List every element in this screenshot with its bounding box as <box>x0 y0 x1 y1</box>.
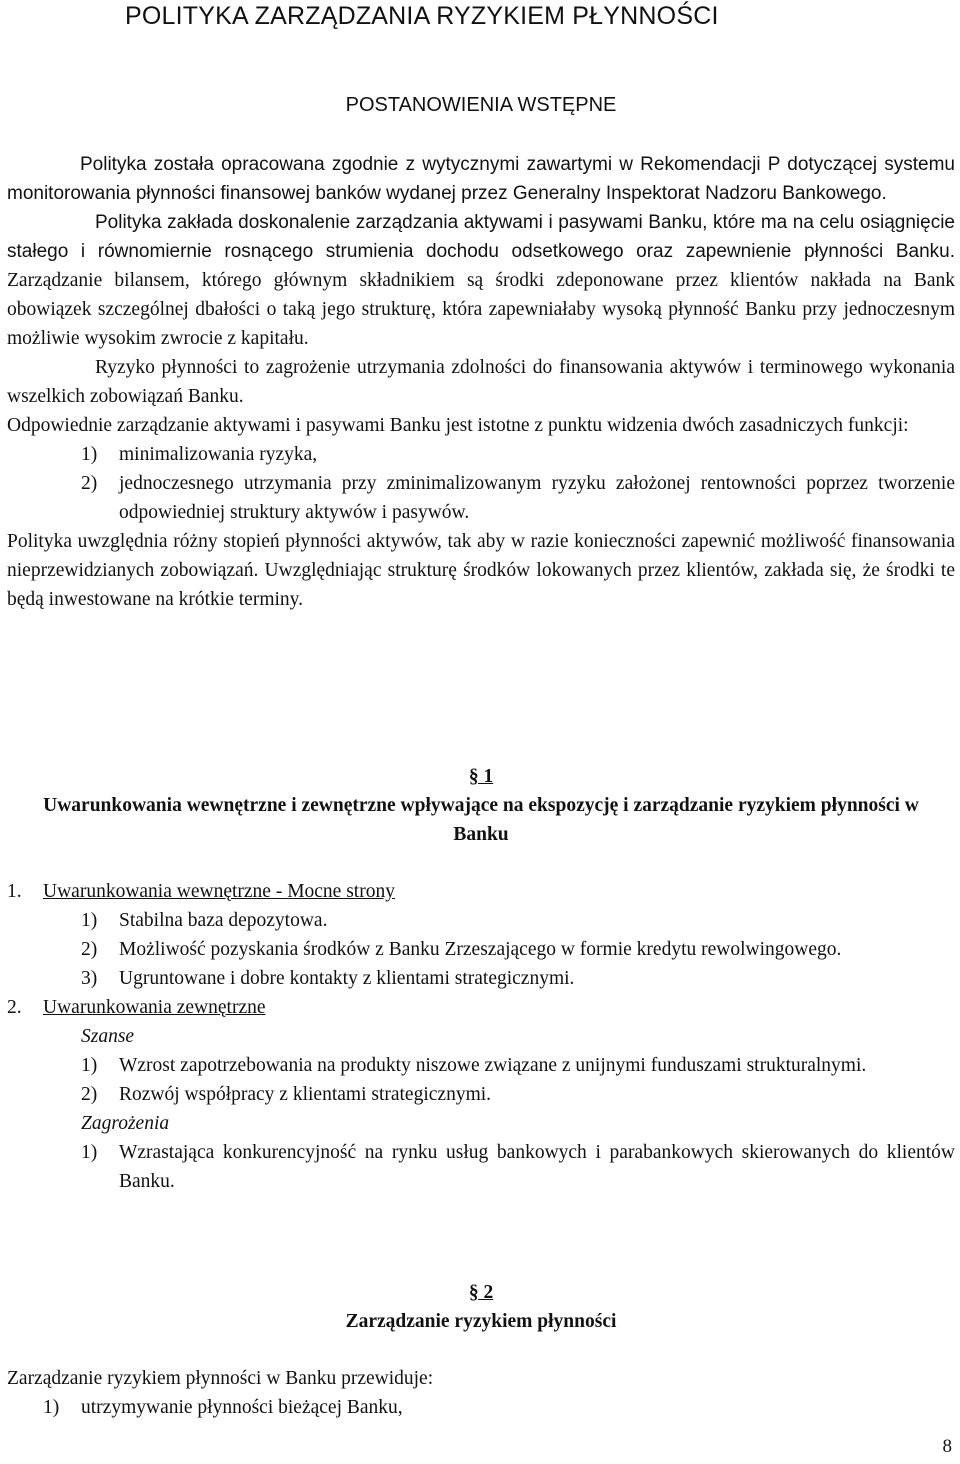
list-item-number: 1) <box>43 1397 60 1418</box>
list-item <box>81 935 955 964</box>
list-item-text: minimalizowania ryzyka, <box>119 444 318 465</box>
list-item-text: Ugruntowane i dobre kontakty z klientami strategicznymi. <box>119 968 575 989</box>
section-2-list <box>7 1393 955 1422</box>
strengths-list <box>7 906 955 993</box>
list-item-text: jednoczesnego utrzymania przy zminimalizowanym ryzyku założonej rentowności poprzez tworzenie odpowiedniej struktury aktywów i pasywów. <box>119 473 955 523</box>
intro-block <box>7 150 955 614</box>
functions-list <box>7 440 955 527</box>
list-item-number: 1) <box>81 444 98 465</box>
intro-paragraph-5: Polityka uwzględnia różny stopień płynności aktywów, tak aby w razie konieczności zapewnić możliwość finansowania nieprzewidzianych zobowiązań. Uwzględniając strukturę środków lokowanych przez klientów, zakłada się, że środki te będą inwestowane na krótkie terminy. <box>7 531 955 610</box>
intro-paragraph-2 <box>7 208 955 353</box>
section-2-heading: Zarządzanie ryzykiem płynności <box>345 1311 617 1332</box>
section-1-heading: Uwarunkowania wewnętrzne i zewnętrzne wpływające na ekspozycję i zarządzanie ryzykiem płynności w Banku <box>43 795 919 845</box>
list-item <box>7 993 955 1022</box>
list-item-text: Wzrastająca konkurencyjność na rynku usług bankowych i parabankowych skierowanych do klientów Banku. <box>119 1142 955 1192</box>
list-item <box>81 469 955 527</box>
list-item <box>81 906 955 935</box>
list-item-text: Możliwość pozyskania środków z Banku Zrzeszającego w formie kredytu rewolwingowego. <box>119 939 842 960</box>
intro-paragraph-2a: Polityka zakłada doskonalenie zarządzania aktywami i pasywami Banku, które ma na celu osiągnięcie stałego i równomiernie rosnącego strumienia dochodu odsetkowego oraz zapewnienie płynności Banku. <box>7 212 955 262</box>
list-item <box>81 440 955 469</box>
intro-paragraph-4: Odpowiednie zarządzanie aktywami i pasywami Banku jest istotne z punktu widzenia dwóch zasadniczych funkcji: <box>7 415 909 436</box>
list-item <box>81 1080 955 1109</box>
list-item <box>81 1051 955 1080</box>
document-title: POLITYKA ZARZĄDZANIA RYZYKIEM PŁYNNOŚCI <box>125 2 719 30</box>
section-2-number: § 2 <box>468 1282 494 1303</box>
list-item-number: 2. <box>7 997 22 1018</box>
list-item-text: Rozwój współpracy z klientami strategicznymi. <box>119 1084 492 1105</box>
section-2-lead: Zarządzanie ryzykiem płynności w Banku przewiduje: <box>7 1368 434 1389</box>
intro-paragraph-3: Ryzyko płynności to zagrożenie utrzymania zdolności do finansowania aktywów i terminowego wykonania wszelkich zobowiązań Banku. <box>7 357 955 407</box>
list-item-number: 1) <box>81 1055 98 1076</box>
section-1-list <box>7 877 955 906</box>
list-item-number: 2) <box>81 939 98 960</box>
list-item <box>81 964 955 993</box>
list-item-text: utrzymywanie płynności bieżącej Banku, <box>81 1397 403 1418</box>
list-item-number: 1) <box>81 1142 98 1163</box>
list-item-number: 2) <box>81 1084 98 1105</box>
list-item <box>43 1393 955 1422</box>
list-item <box>81 1138 955 1196</box>
list-item-number: 1) <box>81 910 98 931</box>
list-item <box>7 877 955 906</box>
opportunities-list <box>7 1051 955 1109</box>
threats-title: Zagrożenia <box>81 1113 170 1134</box>
threats-list <box>7 1138 955 1196</box>
section-1-number: § 1 <box>468 766 494 787</box>
intro-paragraph-1: Polityka została opracowana zgodnie z wytycznymi zawartymi w Rekomendacji P dotyczącej systemu monitorowania płynności finansowej banków wydanej przez Generalny Inspektorat Nadzoru Bankowego. <box>7 154 955 204</box>
list-item-text: Wzrost zapotrzebowania na produkty niszowe związane z unijnymi funduszami strukturalnymi. <box>119 1055 867 1076</box>
list-item-label: Uwarunkowania zewnętrzne <box>43 997 266 1018</box>
list-item-text: Stabilna baza depozytowa. <box>119 910 328 931</box>
list-item-number: 3) <box>81 968 98 989</box>
section-1-list <box>7 993 955 1022</box>
intro-paragraph-2b: Zarządzanie bilansem, którego głównym składnikiem są środki zdeponowane przez klientów nakłada na Bank obowiązek szczególnej dbałości o taką jego strukturę, która zapewniałaby wysoką płynność Banku przy jednoczesnym możliwie wysokim zwrocie z kapitału. <box>7 270 955 349</box>
section-2 <box>7 1278 955 1422</box>
list-item-number: 1. <box>7 881 22 902</box>
page-number: 8 <box>942 1436 952 1457</box>
opportunities-title: Szanse <box>81 1026 135 1047</box>
list-item-label: Uwarunkowania wewnętrzne - Mocne strony <box>43 881 395 902</box>
section-1-items <box>7 877 955 1196</box>
section-1 <box>7 762 955 1196</box>
list-item-number: 2) <box>81 473 98 494</box>
section-subtitle: POSTANOWIENIA WSTĘPNE <box>345 94 617 116</box>
